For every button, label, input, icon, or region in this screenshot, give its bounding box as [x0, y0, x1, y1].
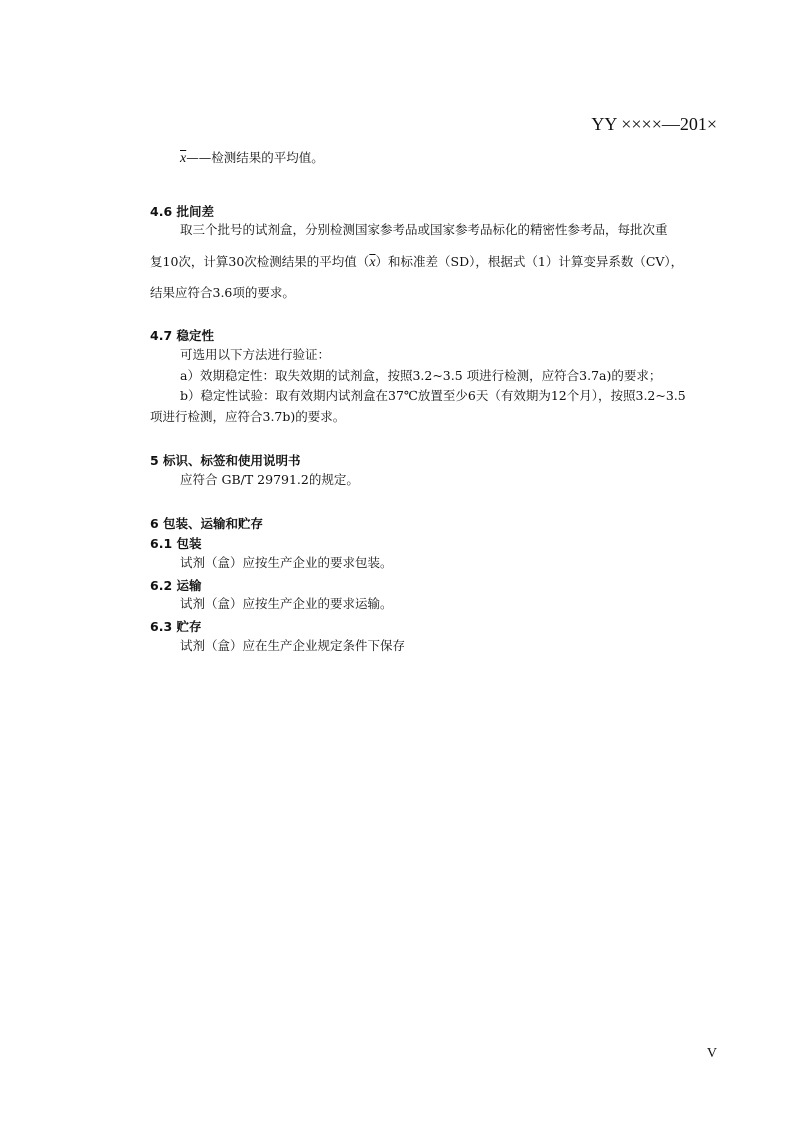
- document-code-header: YY ××××—201×: [591, 114, 717, 134]
- page-number: V: [706, 1046, 717, 1061]
- section-6-3-heading: 6.3 贮存: [150, 619, 202, 634]
- xbar-symbol-inline: $\overline{x}$: [369, 255, 376, 270]
- section-5-heading: 5 标识、标签和使用说明书: [150, 453, 301, 468]
- section-4-7-item-a: a）效期稳定性：取失效期的试剂盒，按照3.2~3.5 项进行检测，应符合3.7a)的要求；: [180, 368, 662, 383]
- section-6-3-para: 试剂（盒）应在生产企业规定条件下保存: [180, 638, 406, 653]
- section-4-7-heading: 4.7 稳定性: [150, 328, 214, 343]
- section-4-6-para-line-2a: 复10次，计算30次检测结果的平均值（: [150, 254, 370, 269]
- section-6-2-heading: 6.2 运输: [150, 578, 202, 593]
- xbar-symbol: $\overline{x}$: [180, 151, 187, 166]
- section-4-6-heading: 4.6 批间差: [150, 204, 214, 219]
- section-4-7-item-b-line-1: b）稳定性试验：取有效期内试剂盒在37℃放置至少6天（有效期为12个月），按照3.2~3.5: [180, 388, 686, 403]
- section-5-para: 应符合 GB/T 29791.2的规定。: [180, 472, 359, 487]
- section-4-7-intro: 可选用以下方法进行验证：: [180, 347, 331, 362]
- section-4-6-para-line-3: 结果应符合3.6项的要求。: [150, 285, 295, 300]
- section-4-6-para-line-2: [150, 254, 683, 271]
- section-4-6-para-line-1: 取三个批号的试剂盒，分别检测国家参考品或国家参考品标化的精密性参考品，每批次重: [180, 222, 668, 237]
- section-6-1-para: 试剂（盒）应按生产企业的要求包装。: [180, 555, 393, 570]
- xbar-definition-text: ——检测结果的平均值。: [186, 150, 324, 165]
- section-4-7-item-b-line-2: 项进行检测，应符合3.7b)的要求。: [150, 409, 346, 424]
- section-6-heading: 6 包装、运输和贮存: [150, 516, 264, 531]
- xbar-definition: [180, 150, 324, 167]
- section-6-1-heading: 6.1 包装: [150, 536, 202, 551]
- section-6-2-para: 试剂（盒）应按生产企业的要求运输。: [180, 596, 393, 611]
- section-4-6-para-line-2b: ）和标准差（SD），根据式（1）计算变异系数（CV），: [375, 254, 684, 269]
